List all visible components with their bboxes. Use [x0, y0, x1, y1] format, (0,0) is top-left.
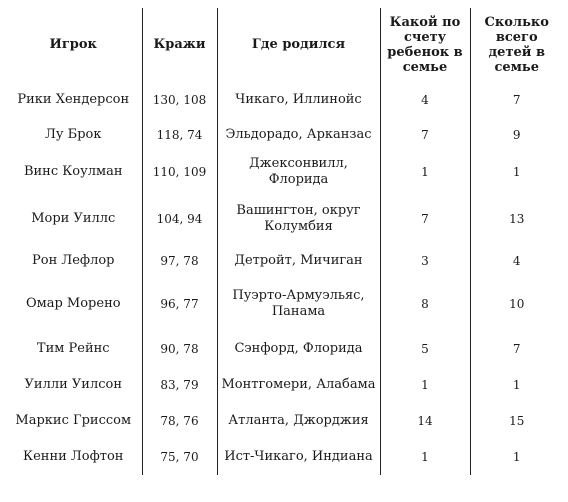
cell-child-order: 14	[380, 403, 470, 439]
cell-total-children: 10	[470, 276, 563, 331]
cell-total-children: 1	[470, 151, 563, 193]
cell-steals: 83, 79	[142, 367, 217, 403]
header-row	[5, 8, 563, 82]
table-row	[5, 403, 563, 439]
cell-born: Атланта, Джорджия	[217, 403, 380, 439]
cell-born: Детройт, Мичиган	[217, 245, 380, 276]
cell-player: Рон Лефлор	[32, 252, 115, 268]
cell-total-children: 13	[470, 193, 563, 245]
cell-total-children: 4	[470, 245, 563, 276]
cell-total-children: 7	[470, 82, 563, 118]
header-player: Игрок	[49, 37, 97, 52]
cell-player: Тим Рейнс	[36, 341, 110, 356]
cell-steals: 104, 94	[142, 193, 217, 245]
cell-total-children: 1	[470, 439, 563, 475]
cell-total-children: 1	[470, 367, 563, 403]
cell-child-order: 1	[380, 439, 470, 475]
cell-child-order: 7	[380, 118, 470, 151]
header-steals: Кражи	[142, 8, 217, 82]
table-row	[5, 276, 563, 331]
cell-child-order: 4	[380, 82, 470, 118]
cell-born: Джексонвилл, Флорида	[217, 151, 380, 193]
cell-child-order: 8	[380, 276, 470, 331]
table-header	[5, 8, 563, 82]
cell-steals: 110, 109	[142, 151, 217, 193]
cell-player: Рики Хендерсон	[17, 92, 130, 107]
cell-player: Уилли Уилсон	[24, 377, 122, 392]
cell-born: Сэнфорд, Флорида	[217, 331, 380, 367]
table-row	[5, 331, 563, 367]
table-row	[5, 367, 563, 403]
cell-child-order: 1	[380, 367, 470, 403]
cell-born: Вашингтон, округ Колумбия	[217, 193, 380, 245]
table-body	[5, 82, 563, 475]
cell-steals: 75, 70	[142, 439, 217, 475]
cell-child-order: 5	[380, 331, 470, 367]
cell-total-children: 15	[470, 403, 563, 439]
cell-player: Омар Морено	[25, 295, 121, 311]
cell-born: Чикаго, Иллинойс	[217, 82, 380, 118]
cell-steals: 78, 76	[142, 403, 217, 439]
cell-steals: 90, 78	[142, 331, 217, 367]
table-row	[5, 193, 563, 245]
cell-child-order: 7	[380, 193, 470, 245]
header-born: Где родился	[217, 8, 380, 82]
cell-steals: 96, 77	[142, 276, 217, 331]
cell-steals: 118, 74	[142, 118, 217, 151]
cell-player: Маркис Гриссом	[15, 413, 132, 428]
cell-born: Пуэрто-Армуэльяс, Панама	[217, 276, 380, 331]
cell-born: Монтгомери, Алабама	[217, 367, 380, 403]
cell-player: Мори Уиллс	[31, 211, 116, 226]
cell-child-order: 1	[380, 151, 470, 193]
cell-born: Эльдорадо, Арканзас	[217, 118, 380, 151]
table-row	[5, 82, 563, 118]
header-total-children: Сколько всего детей в семье	[470, 8, 563, 82]
cell-child-order: 3	[380, 245, 470, 276]
table-row	[5, 245, 563, 276]
cell-player: Лу Брок	[45, 126, 102, 142]
cell-player: Кенни Лофтон	[23, 449, 124, 464]
table-row	[5, 439, 563, 475]
cell-total-children: 7	[470, 331, 563, 367]
stolen-bases-table	[5, 8, 563, 475]
cell-born: Ист-Чикаго, Индиана	[217, 439, 380, 475]
table-row	[5, 118, 563, 151]
cell-player: Винс Коулман	[23, 164, 123, 179]
cell-total-children: 9	[470, 118, 563, 151]
table-row	[5, 151, 563, 193]
cell-steals: 130, 108	[142, 82, 217, 118]
header-child-order: Какой по счету ребенок в семье	[380, 8, 470, 82]
cell-steals: 97, 78	[142, 245, 217, 276]
